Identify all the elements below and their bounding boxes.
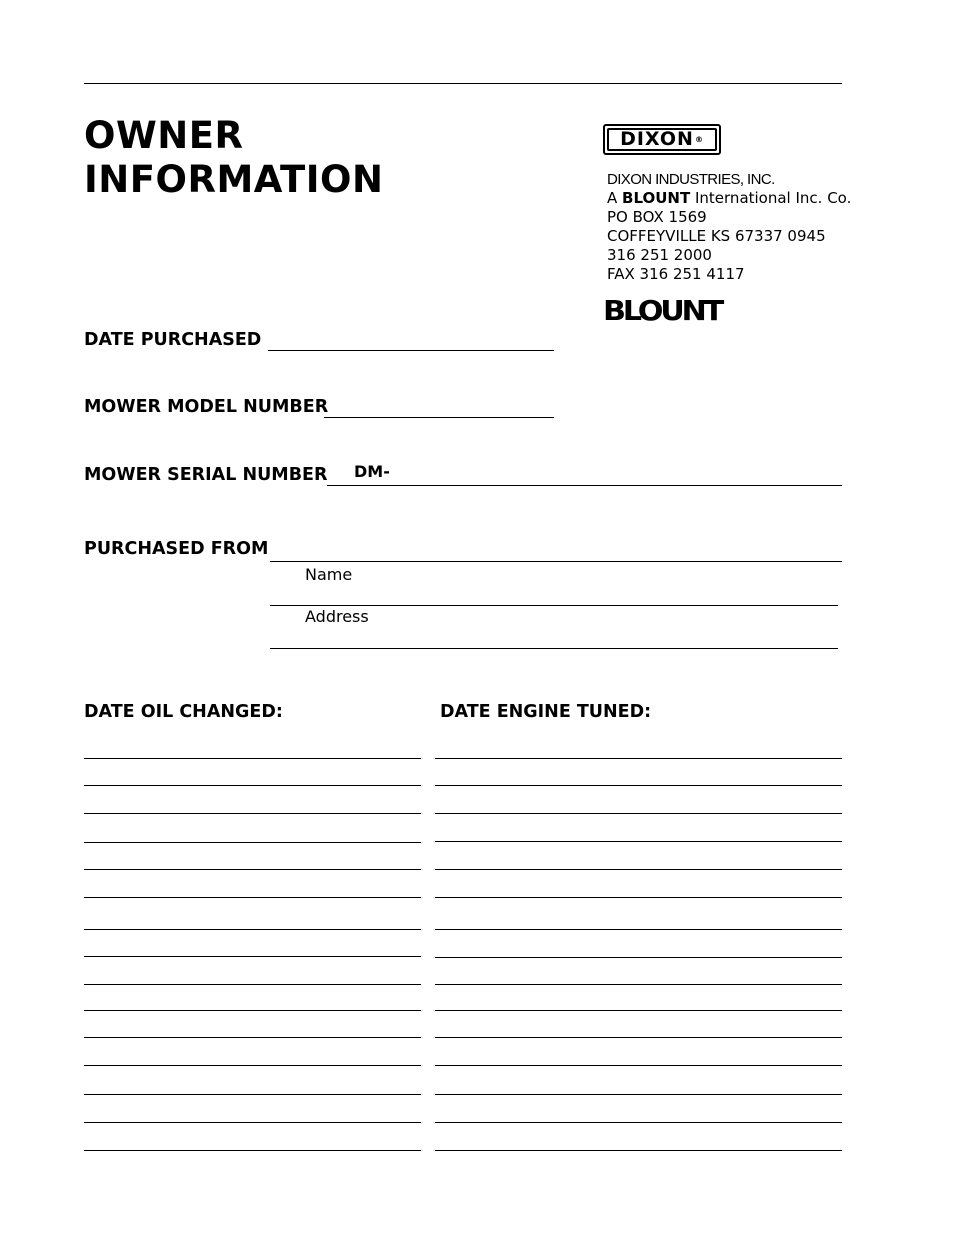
- model-number-line[interactable]: [324, 417, 554, 418]
- address-label: Address: [305, 607, 369, 626]
- oil-log-line[interactable]: [84, 1010, 421, 1011]
- name-label: Name: [305, 565, 353, 584]
- oil-log-line[interactable]: [84, 929, 421, 930]
- engine-log-line[interactable]: [435, 1010, 842, 1011]
- page-title: [84, 114, 383, 202]
- oil-log-line[interactable]: [84, 956, 421, 957]
- company-po-box: PO BOX 1569: [607, 208, 707, 226]
- engine-log-line[interactable]: [435, 841, 842, 842]
- engine-log-line[interactable]: [435, 813, 842, 814]
- company-parent-suffix: International Inc. Co.: [690, 189, 852, 207]
- registered-mark: ®: [694, 135, 704, 144]
- oil-log-line[interactable]: [84, 758, 421, 759]
- engine-log-line[interactable]: [435, 1065, 842, 1066]
- company-address: [607, 170, 851, 284]
- company-fax: FAX 316 251 4117: [607, 265, 745, 283]
- oil-log-line[interactable]: [84, 785, 421, 786]
- engine-log-line[interactable]: [435, 1122, 842, 1123]
- oil-log-line[interactable]: [84, 984, 421, 985]
- oil-log-line[interactable]: [84, 1065, 421, 1066]
- engine-log-line[interactable]: [435, 984, 842, 985]
- name-line[interactable]: [270, 605, 838, 606]
- engine-log-line[interactable]: [435, 929, 842, 930]
- serial-number-line[interactable]: [327, 485, 842, 486]
- company-parent: [607, 189, 851, 208]
- page-title-line1: OWNER: [84, 114, 244, 157]
- serial-prefix: DM-: [354, 462, 390, 481]
- company-phone: 316 251 2000: [607, 246, 712, 264]
- oil-log-line[interactable]: [84, 813, 421, 814]
- engine-log-line[interactable]: [435, 1037, 842, 1038]
- engine-log-line[interactable]: [435, 957, 842, 958]
- oil-log-line[interactable]: [84, 1094, 421, 1095]
- purchased-from-line[interactable]: [270, 561, 842, 562]
- company-parent-prefix: A: [607, 189, 623, 207]
- company-parent-bold: BLOUNT: [622, 189, 691, 207]
- dixon-logo-inner: [607, 128, 717, 151]
- purchased-from-label: PURCHASED FROM: [84, 539, 269, 559]
- company-name: DIXON INDUSTRIES, INC.: [607, 171, 775, 188]
- engine-log-line[interactable]: [435, 785, 842, 786]
- oil-log-line[interactable]: [84, 842, 421, 843]
- top-rule: [84, 83, 842, 84]
- engine-log-line[interactable]: [435, 1094, 842, 1095]
- engine-log-line[interactable]: [435, 869, 842, 870]
- engine-log-line[interactable]: [435, 758, 842, 759]
- oil-changed-heading: DATE OIL CHANGED:: [84, 702, 283, 722]
- engine-log-line[interactable]: [435, 1150, 842, 1151]
- oil-log-line[interactable]: [84, 1150, 421, 1151]
- serial-number-label: MOWER SERIAL NUMBER: [84, 465, 328, 485]
- dixon-logo: [603, 124, 721, 155]
- page-title-line2: INFORMATION: [84, 158, 384, 201]
- oil-log-line[interactable]: [84, 1122, 421, 1123]
- company-city: COFFEYVILLE KS 67337 0945: [607, 227, 826, 245]
- oil-log-line[interactable]: [84, 897, 421, 898]
- oil-log-line[interactable]: [84, 1037, 421, 1038]
- engine-tuned-heading: DATE ENGINE TUNED:: [440, 702, 652, 722]
- engine-log-line[interactable]: [435, 897, 842, 898]
- dixon-logo-text: DIXON: [620, 128, 694, 150]
- blount-logo: BLOUNT: [603, 294, 722, 327]
- date-purchased-line[interactable]: [268, 350, 554, 351]
- model-number-label: MOWER MODEL NUMBER: [84, 397, 329, 417]
- oil-log-line[interactable]: [84, 869, 421, 870]
- address-line[interactable]: [270, 648, 838, 649]
- date-purchased-label: DATE PURCHASED: [84, 330, 262, 350]
